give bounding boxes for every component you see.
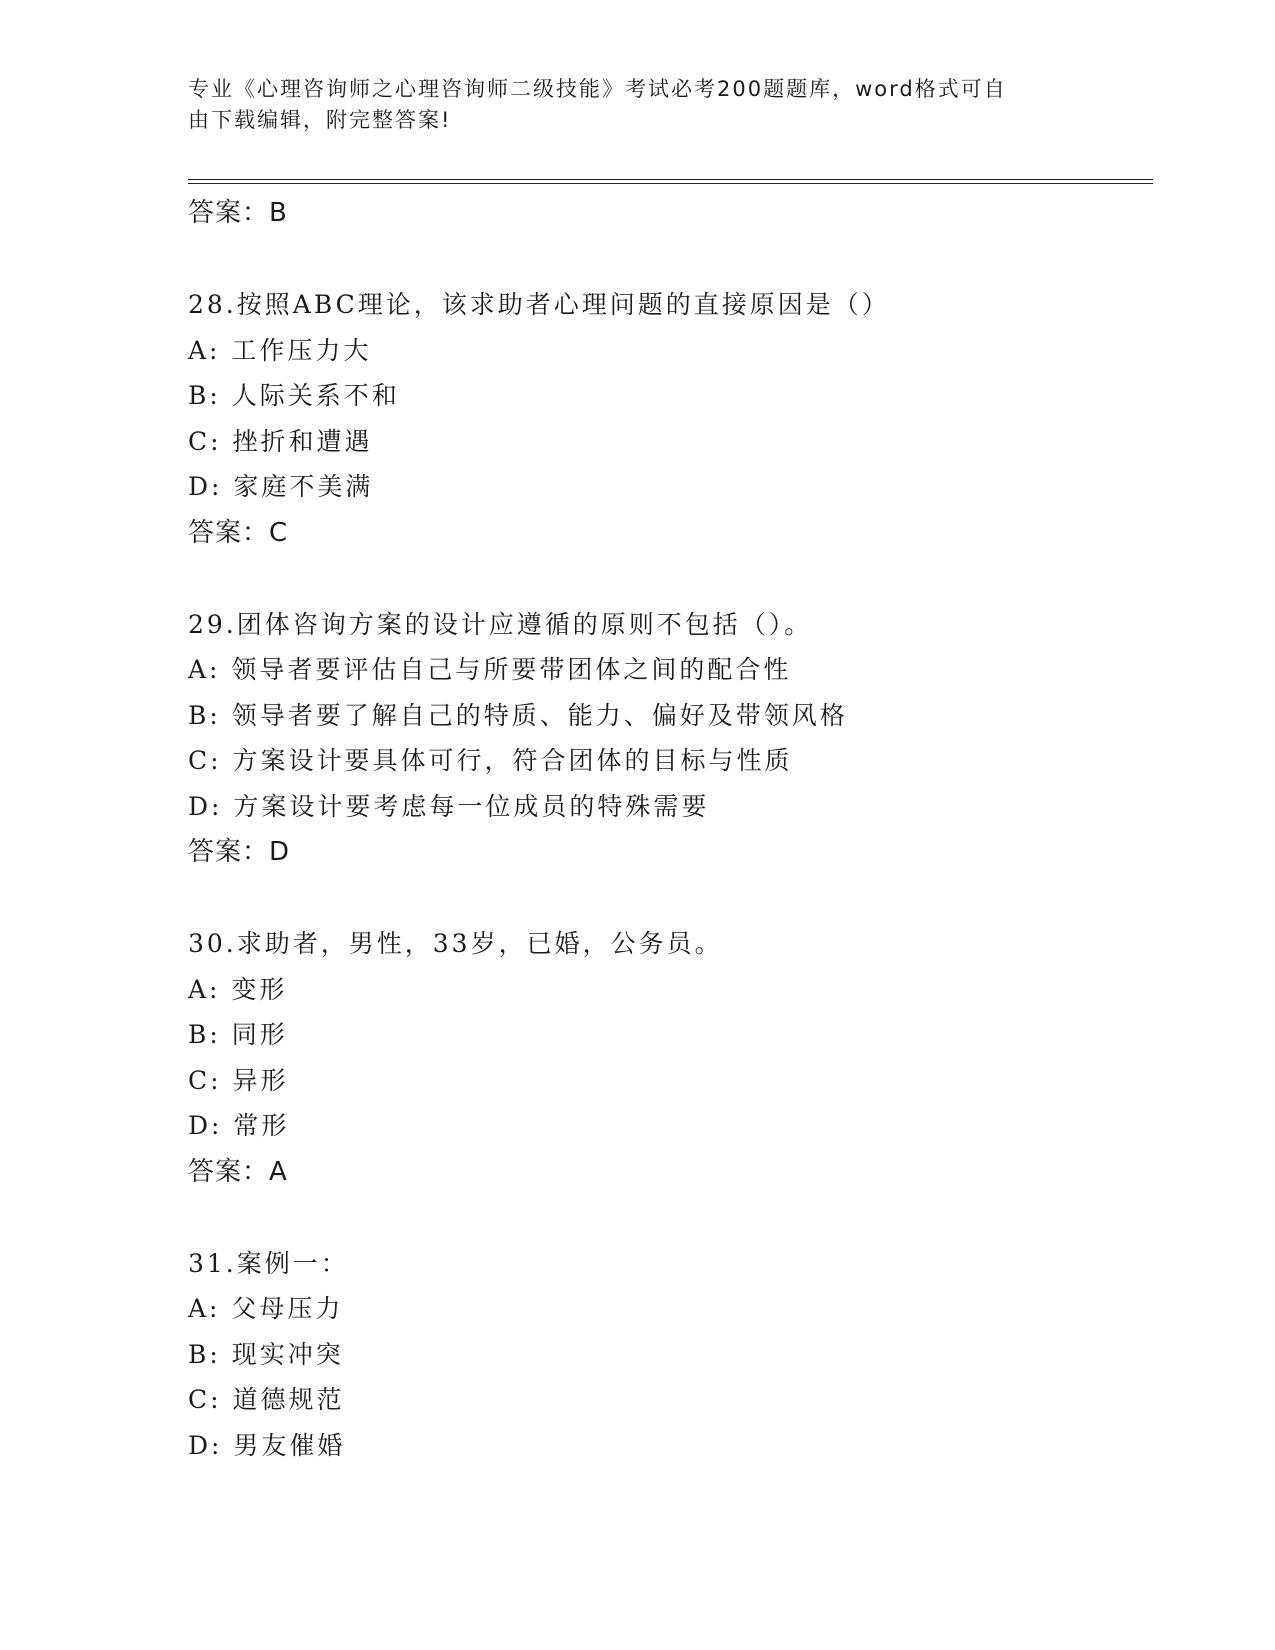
option-d: D: 方案设计要考虑每一位成员的特殊需要 <box>188 791 710 821</box>
header-line-2: 由下载编辑，附完整答案! <box>188 108 452 132</box>
document-header <box>188 74 1088 136</box>
option-c: C: 挫折和遭遇 <box>188 426 373 456</box>
option-c: C: 异形 <box>188 1065 289 1095</box>
question-answer: 答案：C <box>188 517 289 548</box>
question-stem: 30.求助者，男性，33岁，已婚，公务员。 <box>188 929 723 958</box>
option-c: C: 方案设计要具体可行，符合团体的目标与性质 <box>188 746 793 775</box>
question-answer: 答案：D <box>188 837 291 867</box>
option-a: A: 父母压力 <box>188 1294 344 1323</box>
option-a: A: 变形 <box>188 974 288 1004</box>
option-d: D: 家庭不美满 <box>188 472 374 501</box>
option-a: A: 工作压力大 <box>188 335 372 365</box>
question-stem: 29.团体咨询方案的设计应遵循的原则不包括（）。 <box>188 609 813 639</box>
option-b: B: 现实冲突 <box>188 1339 344 1369</box>
question-stem: 31.案例一： <box>188 1248 349 1278</box>
option-b: B: 同形 <box>188 1020 288 1049</box>
option-a: A: 领导者要评估自己与所要带团体之间的配合性 <box>188 655 792 684</box>
question-30 <box>188 921 1148 1195</box>
question-list <box>188 190 1148 1468</box>
question-29 <box>188 602 1148 876</box>
option-b: B: 领导者要了解自己的特质、能力、偏好及带领风格 <box>188 700 848 730</box>
previous-answer: 答案：B <box>188 198 288 228</box>
question-31 <box>188 1241 1148 1469</box>
option-d: D: 男友催婚 <box>188 1430 346 1460</box>
question-answer: 答案：A <box>188 1156 288 1187</box>
header-line-1: 专业《心理咨询师之心理咨询师二级技能》考试必考200题题库，word格式可自 <box>188 77 1007 101</box>
option-d: D: 常形 <box>188 1111 290 1140</box>
question-28 <box>188 282 1148 556</box>
header-divider-bottom <box>188 183 1153 184</box>
question-stem: 28.按照ABC理论，该求助者心理问题的直接原因是（） <box>188 290 890 319</box>
option-c: C: 道德规范 <box>188 1385 345 1414</box>
header-divider-top <box>188 179 1153 180</box>
option-b: B: 人际关系不和 <box>188 381 400 410</box>
